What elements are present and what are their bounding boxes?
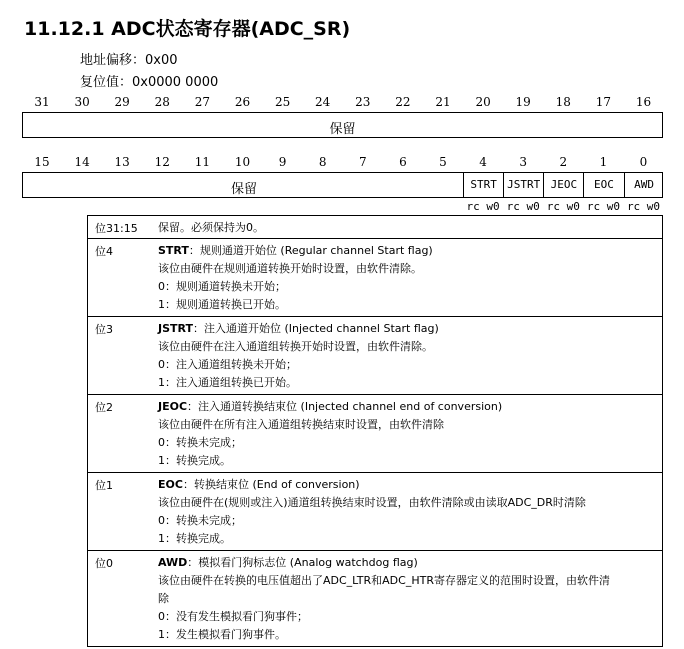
description-row: [88, 238, 662, 316]
access-jeoc: rc w0: [546, 200, 580, 213]
bit-number-14: 14: [74, 155, 90, 169]
description-line: 0：转换未完成；: [158, 514, 242, 527]
field-strt: STRT: [463, 173, 503, 197]
description-line: 该位由硬件在规则通道转换开始时设置，由软件清除。: [158, 262, 422, 275]
description-bit: 位0: [95, 557, 113, 570]
field-awd: AWD: [624, 173, 664, 197]
bit-number-3: 3: [519, 155, 527, 169]
bit-number-1: 1: [599, 155, 608, 169]
bit-number-5: 5: [439, 155, 447, 169]
description-line: 1：注入通道组转换已开始。: [158, 376, 297, 389]
bit-number-26: 26: [234, 95, 251, 109]
bit-number-28: 28: [154, 95, 170, 109]
reserved-label-high: 保留: [329, 122, 356, 137]
bit-number-31: 31: [34, 95, 50, 109]
bit-number-17: 17: [595, 95, 612, 109]
bit-number-8: 8: [318, 155, 327, 169]
bit-number-27: 27: [194, 95, 211, 109]
access-eoc: rc w0: [586, 200, 620, 213]
description-line: 1：转换完成。: [158, 532, 231, 545]
description-bit: 位4: [95, 245, 113, 258]
access-row: [22, 200, 664, 214]
access-jstrt: rc w0: [506, 200, 540, 213]
description-line: 0：规则通道转换未开始；: [158, 280, 286, 293]
bit-number-25: 25: [274, 95, 291, 109]
description-bit: 位3: [95, 323, 113, 336]
description-title: AWD：模拟看门狗标志位 (Analog watchdog flag): [158, 556, 418, 569]
page-title: 11.12.1 ADC状态寄存器(ADC_SR): [24, 18, 351, 40]
bit-number-0: 0: [639, 155, 648, 169]
description-line: 0：转换未完成；: [158, 436, 242, 449]
description-title: STRT：规则通道开始位 (Regular channel Start flag): [158, 244, 433, 257]
description-bit: 位2: [95, 401, 113, 414]
field-eoc: EOC: [583, 173, 623, 197]
bit-number-12: 12: [154, 155, 170, 169]
register-high-half: [22, 112, 663, 138]
reserved-label-low: 保留: [230, 182, 257, 197]
description-line: 该位由硬件在所有注入通道组转换结束时设置，由软件清除: [158, 418, 444, 431]
description-row: [88, 316, 662, 394]
description-bit: 位1: [95, 479, 113, 492]
description-title: 保留。必须保持为0。: [158, 221, 264, 234]
bit-number-19: 19: [515, 95, 531, 109]
bit-number-6: 6: [399, 155, 407, 169]
description-row: [88, 216, 662, 238]
description-line: 该位由硬件在转换的电压值超出了ADC_LTR和ADC_HTR寄存器定义的范围时设置，由软件清: [158, 574, 610, 587]
bit-number-10: 10: [234, 155, 251, 169]
bit-number-24: 24: [315, 95, 331, 109]
description-row: [88, 550, 662, 646]
access-strt: rc w0: [466, 200, 500, 213]
bit-numbers-low: [22, 155, 664, 171]
bit-number-15: 15: [34, 155, 50, 169]
description-bit: 位31:15: [95, 222, 138, 235]
description-title: JEOC：注入通道转换结束位 (Injected channel end of conversion): [158, 400, 503, 413]
bit-number-9: 9: [278, 155, 287, 169]
reset-value: 复位值：0x0000 0000: [80, 75, 219, 90]
description-title: JSTRT：注入通道开始位 (Injected channel Start flag): [158, 322, 439, 335]
description-line: 该位由硬件在注入通道组转换开始时设置，由软件清除。: [158, 340, 433, 353]
bit-number-2: 2: [559, 155, 568, 169]
bit-number-23: 23: [355, 95, 371, 109]
bit-number-4: 4: [479, 155, 487, 169]
bit-number-30: 30: [74, 95, 90, 109]
field-jstrt: JSTRT: [503, 173, 543, 197]
description-line: 该位由硬件在(规则或注入)通道组转换结束时设置，由软件清除或由读取ADC_DR时清除: [158, 496, 586, 509]
address-offset: 地址偏移：0x00: [80, 53, 178, 68]
description-line: 1：转换完成。: [158, 454, 231, 467]
bit-number-7: 7: [358, 155, 367, 169]
bit-number-21: 21: [435, 95, 451, 109]
description-line: 1：规则通道转换已开始。: [158, 298, 286, 311]
bit-description-table: [87, 215, 663, 647]
bit-number-29: 29: [114, 95, 130, 109]
register-low-half: [22, 172, 663, 198]
description-line: 除: [158, 592, 169, 605]
bit-number-20: 20: [475, 95, 491, 109]
description-title: EOC：转换结束位 (End of conversion): [158, 478, 360, 491]
description-line: 1：发生模拟看门狗事件。: [158, 628, 286, 641]
bit-number-11: 11: [194, 155, 211, 169]
bit-number-16: 16: [635, 95, 652, 109]
description-line: 0：没有发生模拟看门狗事件；: [158, 610, 308, 623]
bit-number-13: 13: [114, 155, 130, 169]
field-jeoc: JEOC: [543, 173, 583, 197]
bit-number-22: 22: [395, 95, 411, 109]
access-awd: rc w0: [626, 200, 661, 213]
description-row: [88, 472, 662, 550]
description-row: [88, 394, 662, 472]
description-line: 0：注入通道组转换未开始；: [158, 358, 297, 371]
bit-numbers-high: [22, 95, 664, 111]
bit-number-18: 18: [555, 95, 571, 109]
